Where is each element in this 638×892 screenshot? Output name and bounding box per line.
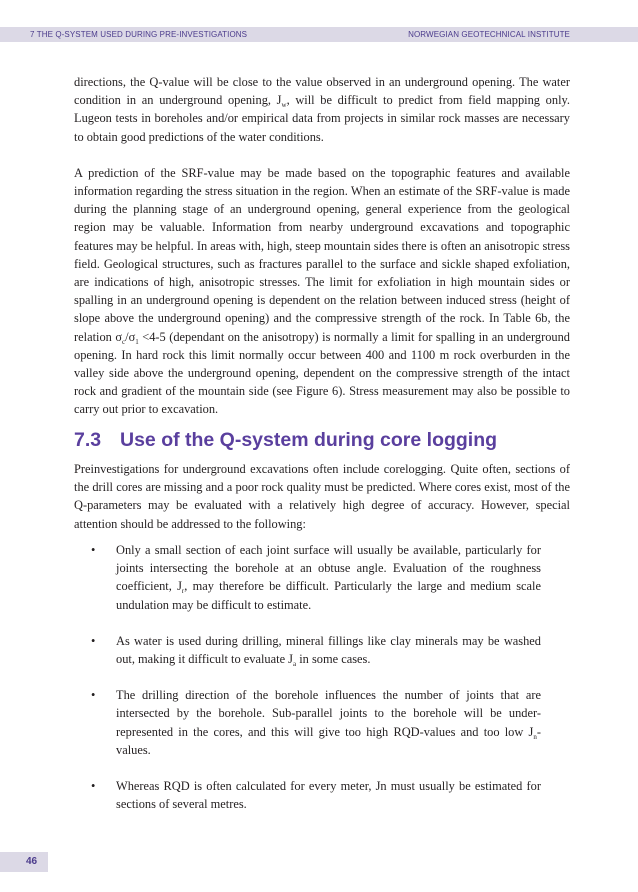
running-header: [0, 27, 638, 42]
paragraph-water-condition: directions, the Q-value will be close to the value observed in an underground opening. The water condition in an underground opening, $J_w$, will be difficult to predict from field mapping only. Lugeon tests in boreholes and/or empirical data from projects in similar rock masses are necessary to obtain good predictions of the water conditions.: [74, 75, 570, 144]
header-publisher: NORWEGIAN GEOTECHNICAL INSTITUTE: [408, 30, 570, 39]
bullet-list: [91, 541, 541, 813]
section-title: Use of the Q-system during core logging: [120, 429, 498, 451]
page-number: 46: [26, 856, 38, 867]
bullet-marker: •: [91, 688, 96, 703]
bullet-marker: •: [91, 779, 96, 794]
list-item: • As water is used during drilling, mineral fillings like clay minerals may be washed out, making it difficult to evaluate $J_a$ in some cases.: [91, 633, 541, 669]
paragraph-core-logging: Preinvestigations for underground excavations often include corelogging. Quite often, sections of the drill cores are missing and a poor rock quality must be predicted. Where cores exist, most of the Q-parameters may be evaluated with a relatively high degree of accuracy. However, special attention should be addressed to the following:: [74, 462, 570, 531]
paragraph-srf-prediction: A prediction of the SRF-value may be made based on the topographic features and available information regarding the stress situation in the region. When an estimate of the SRF-value is made during the planning stage of an underground opening, general experience from the geological region may be valuable. Information from nearby underground excavations and topographic features may be helpful. In areas with, high, steep mountain sides there is often an anisotropic stress field. Geological structures, such as fractures parallel to the surface and sickle shaped exfoliation, are indications of high, anisotropic stresses. The limit for exfoliation in high mountain sides or spalling in an underground opening is dependent on the relation between induced stress (height of slope above the underground opening) and the compressive strength of the rock. In Table 6b, the relation $\sigma_c/\sigma_1 <4-5$ (dependant on the anisotropy) is normally a limit for spalling in an underground opening. In hard rock this limit normally occur between 400 and 1100 m rock overburden in the valley side above the underground opening, dependent on the compressive strength of the intact rock and gradient of the mountain side (see Figure 6). Stress measurement may also be possible to carry out prior to excavation.: [74, 165, 570, 417]
section-heading: [74, 426, 497, 454]
page-number-tab: [0, 852, 48, 872]
list-item: • The drilling direction of the borehole influences the number of joints that are intersected by the borehole. Sub-parallel joints to the borehole will be under-represented in the cores, and this will give too high RQD-values and too low $J_n$-values.: [91, 688, 541, 757]
list-item: • Only a small section of each joint surface will usually be available, particularly for joints intersecting the borehole at an obtuse angle. Evaluation of the roughness coefficient, $J_r$, may therefore be difficult. Particularly the large and medium scale undulation may be difficult to estimate.: [91, 543, 541, 612]
body-text-lower: [74, 460, 570, 533]
section-number: 7.3: [74, 429, 102, 451]
bullet-marker: •: [91, 543, 96, 557]
header-chapter-title: 7 THE Q-SYSTEM USED DURING PRE-INVESTIGATIONS: [30, 30, 248, 39]
list-item: • Whereas RQD is often calculated for every meter, Jn must usually be estimated for sections of several metres.: [91, 779, 541, 812]
body-text-upper: [74, 73, 570, 419]
bullet-marker: •: [91, 633, 96, 648]
